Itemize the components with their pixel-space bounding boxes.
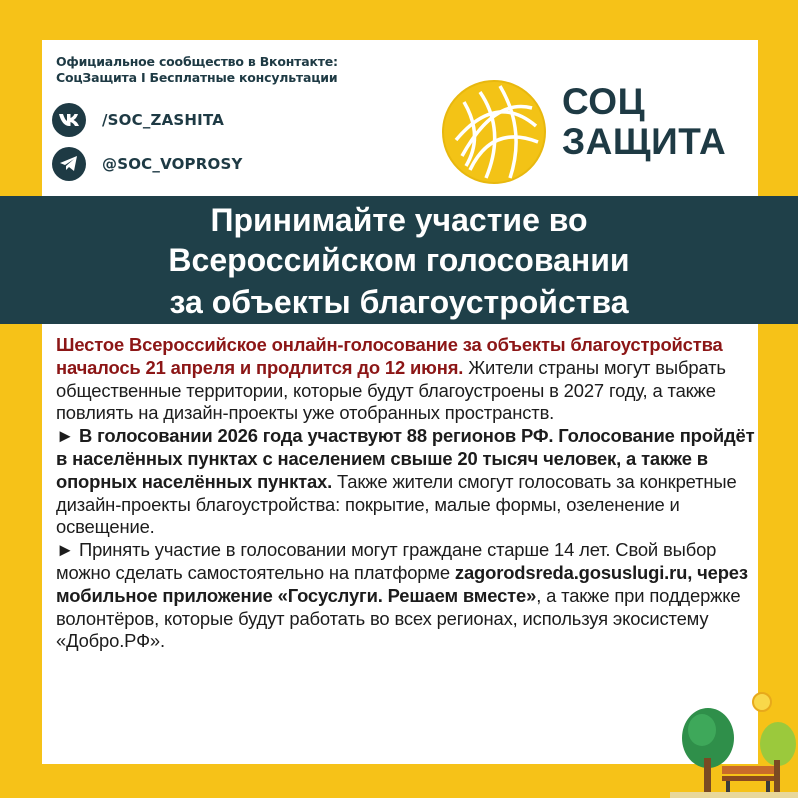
- logo-line-1: СОЦ: [562, 81, 646, 122]
- vk-link[interactable]: [52, 103, 224, 137]
- vk-icon: [52, 103, 86, 137]
- paragraph-2-text: Также жители смогут голосовать за конкретные дизайн-проекты благоустройства: покрытие, малые формы, озеленение и освещение.: [56, 470, 737, 538]
- title-band: [0, 196, 798, 324]
- park-illustration: [670, 688, 798, 798]
- paragraph-2-bold: В голосовании 2026 года участвуют 88 регионов РФ. Голосование пройдёт в населённых пунктах с населением свыше 20 тысяч человек, а также в опорных населённых пунктах.: [56, 425, 755, 492]
- paragraph-3-text: Принять участие в голосовании могут граждане старше 14 лет. Свой выбор можно сделать самостоятельно на платформе: [56, 539, 717, 583]
- paragraph-3: [56, 539, 756, 653]
- body-card: [42, 324, 758, 764]
- vk-handle: /SOC_ZASHITA: [102, 111, 225, 129]
- globe-icon: [440, 78, 548, 186]
- article-text: [56, 334, 756, 653]
- title-line-3: за объекты благоустройства: [169, 284, 629, 320]
- title-line-2: Всероссийском голосовании: [168, 242, 630, 278]
- community-info: [56, 54, 338, 86]
- title-line-1: Принимайте участие во: [210, 202, 588, 238]
- paragraph-3-bold: zagorodsreda.gosuslugi.ru, через мобильное приложение «Госуслуги. Решаем вместе»: [56, 561, 748, 606]
- paragraph-1-text: Жители страны могут выбрать общественные территории, которые будут благоустроены в 2027 году, а также повлиять на дизайн-проекты уже отобранных пространств.: [56, 356, 726, 424]
- telegram-link[interactable]: [52, 147, 243, 181]
- logo-text: [562, 82, 726, 162]
- bullet-icon: ►: [56, 425, 75, 447]
- logo-line-2: ЗАЩИТА: [562, 121, 727, 162]
- telegram-handle: @SOC_VOPROSY: [102, 155, 243, 173]
- bullet-icon: ►: [56, 539, 75, 561]
- header-card: [42, 40, 758, 196]
- paragraph-3-end: , а также при поддержке волонтёров, которые будут работать во всех регионах, используя экосистему «Добро.РФ».: [56, 584, 741, 652]
- telegram-icon: [52, 147, 86, 181]
- lead-highlight: Шестое Всероссийское онлайн-голосование за объекты благоустройства началось 21 апреля и продлится до 12 июня.: [56, 334, 723, 378]
- paragraph-2: [56, 425, 756, 539]
- community-line-2: СоцЗащита I Бесплатные консультации: [56, 70, 338, 85]
- paragraph-1: [56, 334, 756, 425]
- community-line-1: Официальное сообщество в Вконтакте:: [56, 54, 338, 69]
